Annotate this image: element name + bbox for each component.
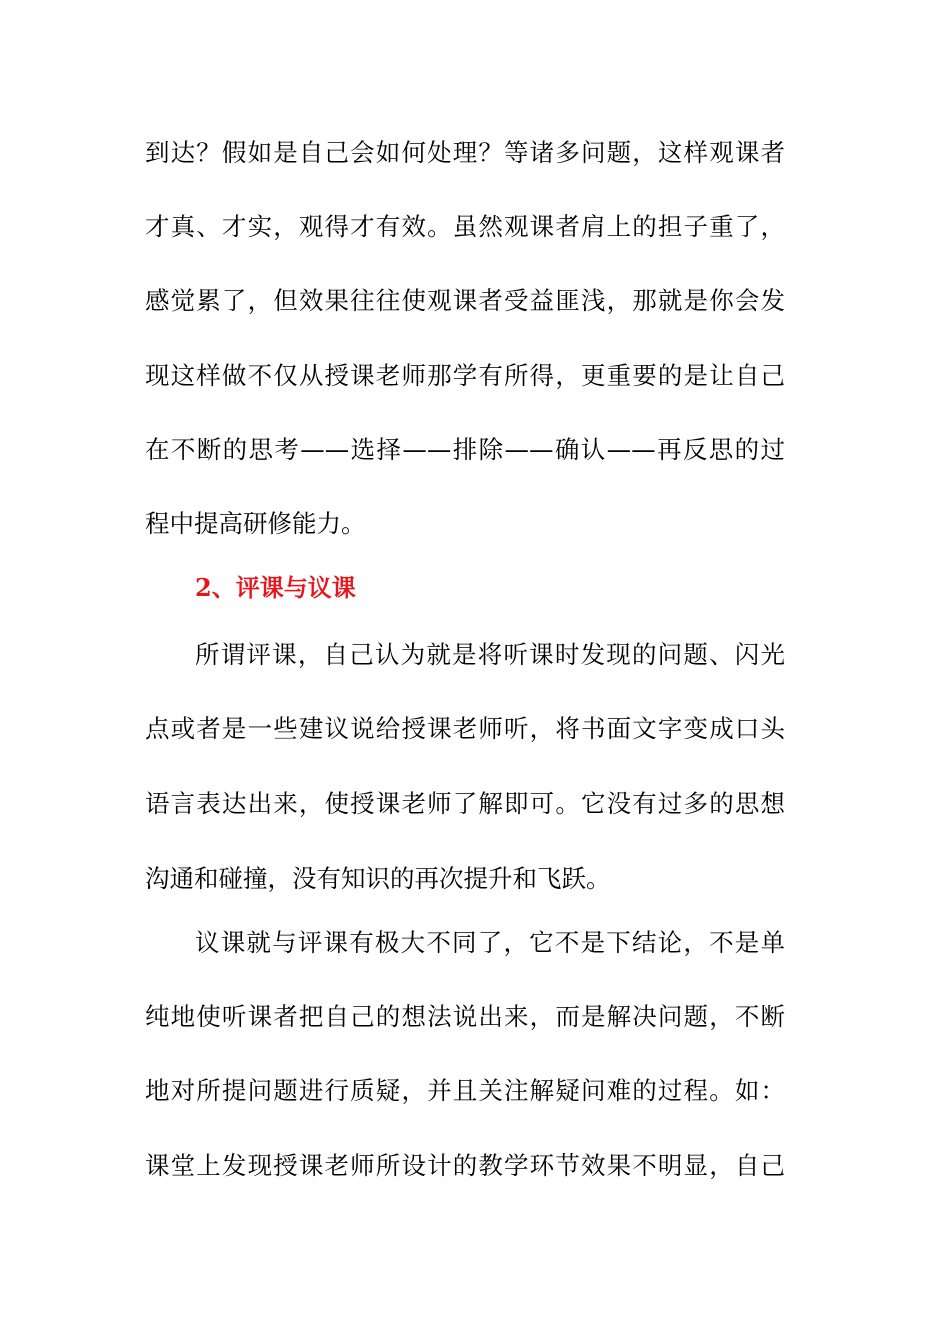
paragraph-2-line-2: 点或者是一些建议说给授课老师听，将书面文字变成口头 [145, 714, 785, 743]
paragraph-1-line-3: 感觉累了，但效果往往使观课者受益匪浅，那就是你会发 [145, 286, 785, 315]
paragraph-1-line-5: 在不断的思考——选择——排除——确认——再反思的过 [145, 435, 785, 464]
paragraph-1-line-2: 才真、才实，观得才有效。虽然观课者肩上的担子重了， [145, 212, 785, 241]
paragraph-2-line-1: 所谓评课，自己认为就是将听课时发现的问题、闪光 [195, 640, 785, 669]
paragraph-2-line-3: 语言表达出来，使授课老师了解即可。它没有过多的思想 [145, 789, 785, 818]
section-heading: 2、评课与议课 [195, 573, 356, 602]
paragraph-3-line-1: 议课就与评课有极大不同了，它不是下结论，不是单 [195, 928, 785, 957]
paragraph-2-line-4: 沟通和碰撞，没有知识的再次提升和飞跃。 [145, 864, 611, 893]
paragraph-1-line-1: 到达？假如是自己会如何处理？等诸多问题，这样观课者 [145, 138, 785, 167]
paragraph-1-line-6: 程中提高研修能力。 [145, 509, 366, 538]
paragraph-3-line-4: 课堂上发现授课老师所设计的教学环节效果不明显，自己 [145, 1151, 785, 1180]
paragraph-3-line-3: 地对所提问题进行质疑，并且关注解疑问难的过程。如： [145, 1076, 785, 1105]
paragraph-1-line-4: 现这样做不仅从授课老师那学有所得，更重要的是让自己 [145, 361, 785, 390]
paragraph-3-line-2: 纯地使听课者把自己的想法说出来，而是解决问题，不断 [145, 1002, 785, 1031]
